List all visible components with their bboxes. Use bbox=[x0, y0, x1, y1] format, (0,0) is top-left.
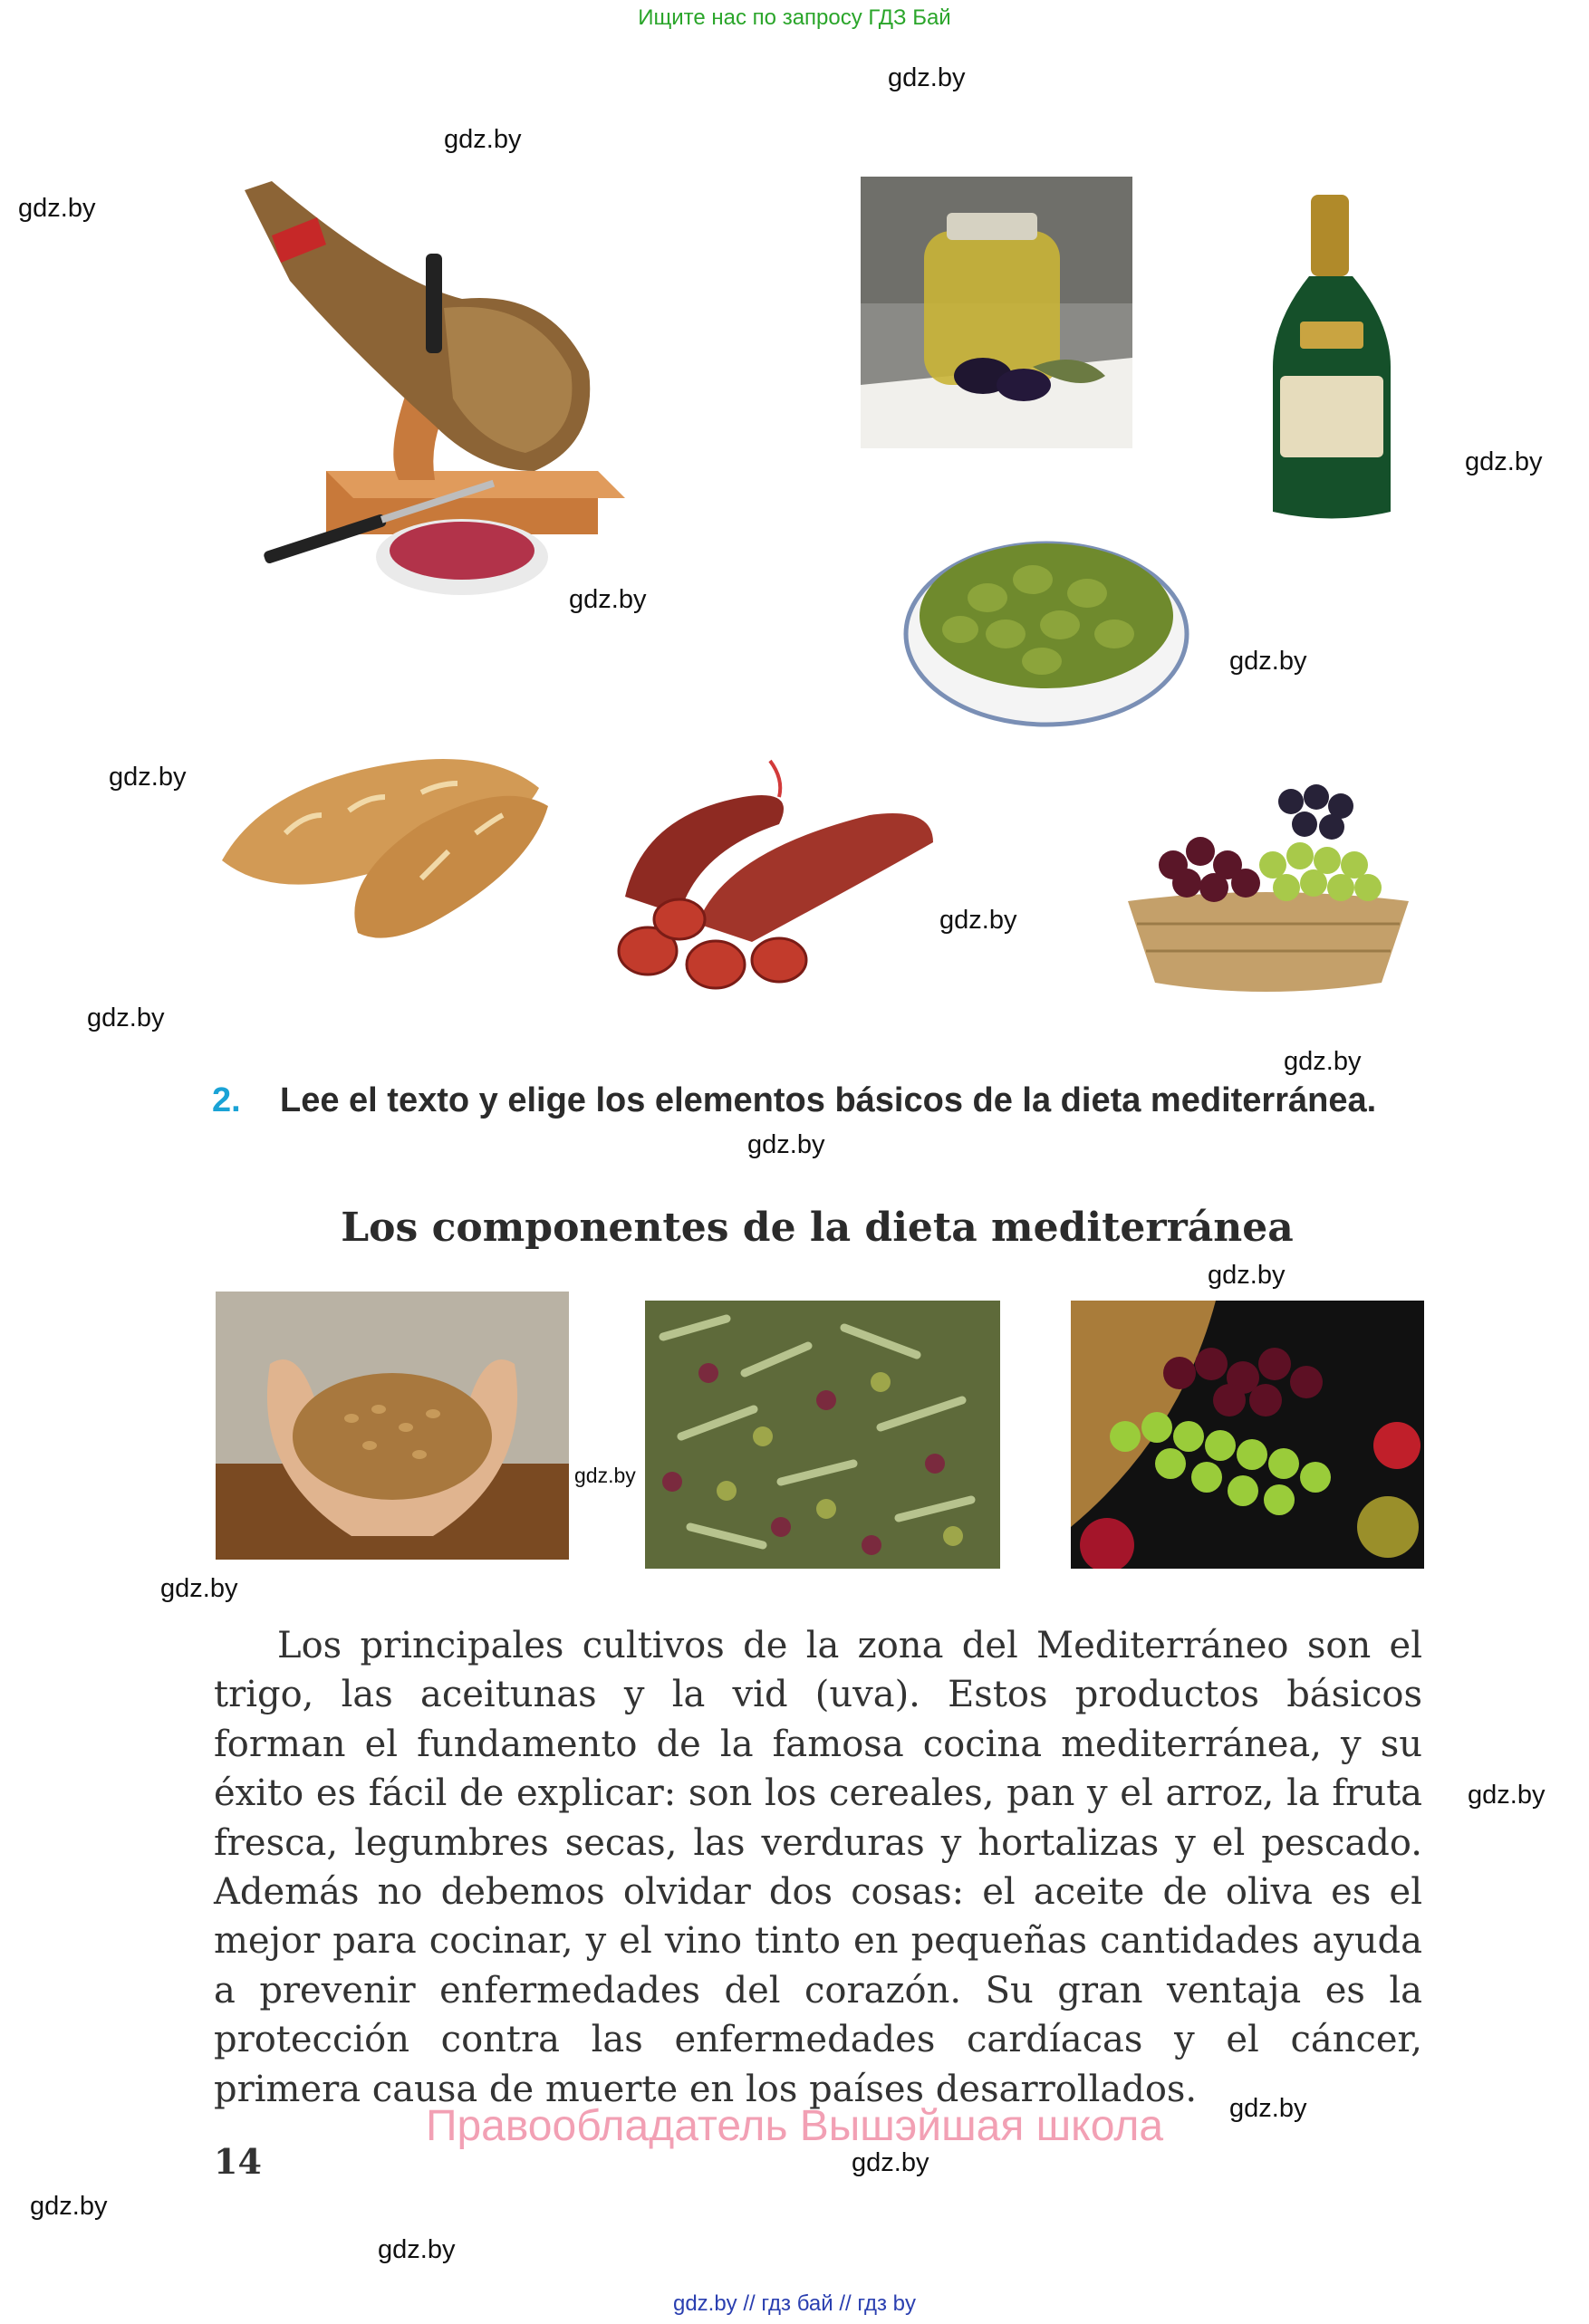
footer-links[interactable]: gdz.by // гдз бай // гдз by bbox=[672, 2291, 917, 2316]
watermark: gdz.by bbox=[852, 2148, 929, 2177]
section-title: Los componentes de la dieta mediterránea bbox=[341, 1205, 1294, 1251]
watermark: gdz.by bbox=[30, 2192, 108, 2221]
watermark: gdz.by bbox=[747, 1130, 825, 1159]
bread-image bbox=[213, 725, 557, 951]
exercise-instruction: Lee el texto y elige los elementos básicos de la dieta mediterránea. bbox=[280, 1081, 1377, 1119]
watermark: gdz.by bbox=[1468, 1781, 1546, 1810]
exercise-number: 2. bbox=[212, 1081, 241, 1119]
jamon-image bbox=[208, 172, 752, 634]
olives-bowl-image bbox=[897, 507, 1196, 743]
watermark: gdz.by bbox=[1208, 1261, 1286, 1290]
top-banner[interactable]: Ищите нас по запросу ГДЗ Бай bbox=[638, 5, 951, 30]
watermark: gdz.by bbox=[939, 906, 1017, 935]
olive-oil-image bbox=[861, 177, 1132, 448]
grapes-basket-image bbox=[1110, 765, 1422, 1001]
olives-leaves-image bbox=[645, 1301, 1000, 1569]
watermark: gdz.by bbox=[1229, 2094, 1307, 2123]
wheat-image bbox=[216, 1292, 569, 1560]
body-paragraph: Los principales cultivos de la zona del Mediterráneo son el trigo, las aceitunas y la vid (uva). Estos productos básicos forman el fundamento de la famosa cocina mediterránea, y su éxito es fácil de explicar: son los cereales, pan y el arroz, la fruta fresca, legumbres secas, las verduras y hortalizas y el pescado. Además no debemos olvidar dos cosas: el aceite de oliva es el mejor para cocinar, y el vino tinto en pequeñas cantidades ayuda a prevenir enfermedades del corazón. Su gran ventaja es la protección contra las enfermedades cardíacas y el cáncer, primera causa de muerte en los países desarrollados. bbox=[214, 1625, 1422, 2110]
watermark: gdz.by bbox=[87, 1004, 165, 1032]
page-number: 14 bbox=[214, 2141, 262, 2182]
watermark: gdz.by bbox=[109, 763, 187, 792]
watermark: gdz.by bbox=[888, 63, 966, 92]
watermark: gdz.by bbox=[1284, 1047, 1362, 1076]
watermark: gdz.by bbox=[569, 585, 647, 614]
watermark: gdz.by bbox=[378, 2235, 456, 2264]
watermark: gdz.by bbox=[1229, 647, 1307, 676]
watermark: gdz.by bbox=[160, 1574, 238, 1603]
wine-bottle-image bbox=[1237, 186, 1427, 530]
chorizo-image bbox=[598, 743, 951, 996]
copyright-notice: Правообладатель Вышэйшая школа bbox=[425, 2102, 1164, 2150]
watermark: gdz.by bbox=[1465, 447, 1543, 476]
watermark: gdz.by bbox=[574, 1464, 636, 1487]
watermark: gdz.by bbox=[444, 125, 522, 154]
watermark: gdz.by bbox=[18, 194, 96, 223]
fruit-basket-image bbox=[1071, 1301, 1424, 1569]
